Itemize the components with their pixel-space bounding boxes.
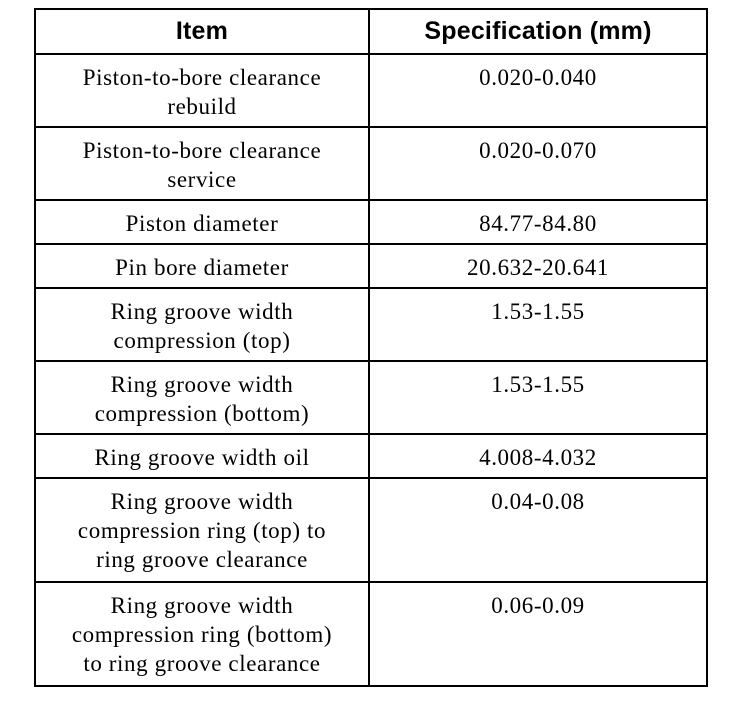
specification-table	[34, 8, 708, 687]
spec-value: 0.020-0.070	[479, 138, 597, 163]
spec-cell	[369, 478, 707, 582]
spec-cell	[369, 288, 707, 361]
table-row	[35, 582, 707, 686]
table-row	[35, 434, 707, 478]
spec-value: 1.53-1.55	[491, 372, 585, 397]
item-text: Pin bore diameter	[115, 255, 289, 280]
item-cell	[35, 200, 369, 244]
item-text: Ring groove width compression (bottom)	[94, 372, 310, 426]
table-header-row	[35, 9, 707, 54]
spec-cell	[369, 434, 707, 478]
item-cell	[35, 244, 369, 288]
item-text: Ring groove width compression (top)	[110, 299, 294, 353]
spec-value: 0.04-0.08	[491, 489, 585, 514]
table-row	[35, 244, 707, 288]
item-cell	[35, 478, 369, 582]
spec-cell	[369, 582, 707, 686]
spec-value: 1.53-1.55	[491, 299, 585, 324]
spec-cell	[369, 361, 707, 434]
item-text: Ring groove width compression ring (bottom) to ring groove clearance	[71, 593, 333, 676]
table-row	[35, 288, 707, 361]
table-row	[35, 478, 707, 582]
table-row	[35, 200, 707, 244]
column-header-specification: Specification (mm)	[369, 9, 707, 54]
spec-value: 0.020-0.040	[479, 65, 597, 90]
item-text: Piston diameter	[125, 211, 279, 236]
item-cell	[35, 127, 369, 200]
table-row	[35, 127, 707, 200]
spec-value: 0.06-0.09	[491, 593, 585, 618]
item-cell	[35, 54, 369, 127]
column-header-item: Item	[35, 9, 369, 54]
item-cell	[35, 361, 369, 434]
item-text: Ring groove width oil	[94, 445, 310, 470]
item-cell	[35, 582, 369, 686]
spec-cell	[369, 244, 707, 288]
spec-value: 84.77-84.80	[479, 211, 597, 236]
spec-value: 20.632-20.641	[467, 255, 609, 280]
table-row	[35, 361, 707, 434]
item-cell	[35, 288, 369, 361]
spec-cell	[369, 200, 707, 244]
spec-cell	[369, 54, 707, 127]
item-text: Ring groove width compression ring (top) to ring groove clearance	[77, 489, 327, 572]
table-row	[35, 54, 707, 127]
spec-value: 4.008-4.032	[479, 445, 597, 470]
item-text: Piston-to-bore clearance service	[82, 138, 322, 192]
spec-cell	[369, 127, 707, 200]
item-text: Piston-to-bore clearance rebuild	[82, 65, 322, 119]
item-cell	[35, 434, 369, 478]
